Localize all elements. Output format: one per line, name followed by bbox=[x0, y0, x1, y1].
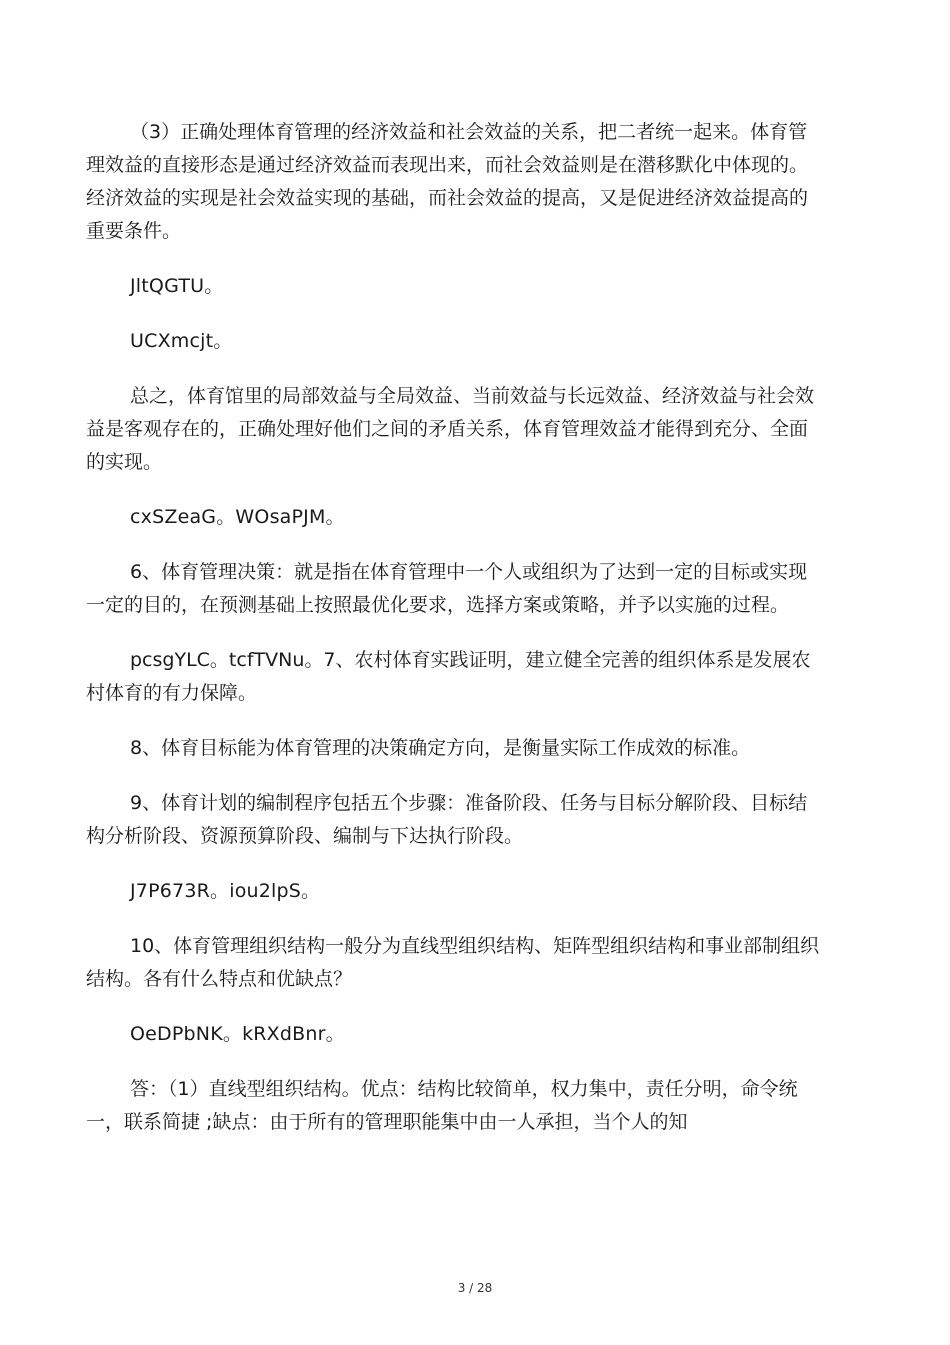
document-body bbox=[86, 116, 826, 1161]
page-number: 3 / 28 bbox=[457, 1281, 493, 1295]
paragraph-code: JltQGTU。 bbox=[130, 275, 224, 297]
paragraph-item-6: 6、体育管理决策：就是指在体育管理中一个人或组织为了达到一定的目标或实现一定的目的，在预测基础上按照最优化要求，选择方案或策略，并予以实施的过程。 bbox=[86, 561, 808, 616]
paragraph-code: OeDPbNK。kRXdBnr。 bbox=[130, 1023, 345, 1045]
paragraph-answer: 答：（1）直线型组织结构。优点：结构比较简单，权力集中，责任分明，命令统一，联系简捷 ;缺点：由于所有的管理职能集中由一人承担，当个人的知 bbox=[86, 1078, 798, 1133]
paragraph-code: cxSZeaG。WOsaPJM。 bbox=[130, 506, 345, 528]
paragraph-item-7: pcsgYLC。tcfTVNu。7、农村体育实践证明，建立健全完善的组织体系是发展农村体育的有力保障。 bbox=[86, 649, 811, 704]
paragraph-item-10: 10、体育管理组织结构一般分为直线型组织结构、矩阵型组织结构和事业部制组织结构。各有什么特点和优缺点？ bbox=[86, 935, 820, 990]
paragraph-3-benefits: （3）正确处理体育管理的经济效益和社会效益的关系，把二者统一起来。体育管理效益的直接形态是通过经济效益而表现出来，而社会效益则是在潜移默化中体现的。经济效益的实现是社会效益实现的基础，而社会效益的提高，又是促进经济效益提高的重要条件。 bbox=[86, 121, 809, 242]
paragraph-code: UCXmcjt。 bbox=[130, 330, 233, 352]
paragraph-item-9: 9、体育计划的编制程序包括五个步骤：准备阶段、任务与目标分解阶段、目标结构分析阶段、资源预算阶段、编制与下达执行阶段。 bbox=[86, 792, 808, 847]
paragraph-code: J7P673R。iou2lpS。 bbox=[130, 880, 321, 902]
paragraph-summary: 总之，体育馆里的局部效益与全局效益、当前效益与长远效益、经济效益与社会效益是客观存在的，正确处理好他们之间的矛盾关系，体育管理效益才能得到充分、全面的实现。 bbox=[86, 385, 815, 473]
paragraph-item-8: 8、体育目标能为体育管理的决策确定方向，是衡量实际工作成效的标准。 bbox=[130, 737, 751, 759]
